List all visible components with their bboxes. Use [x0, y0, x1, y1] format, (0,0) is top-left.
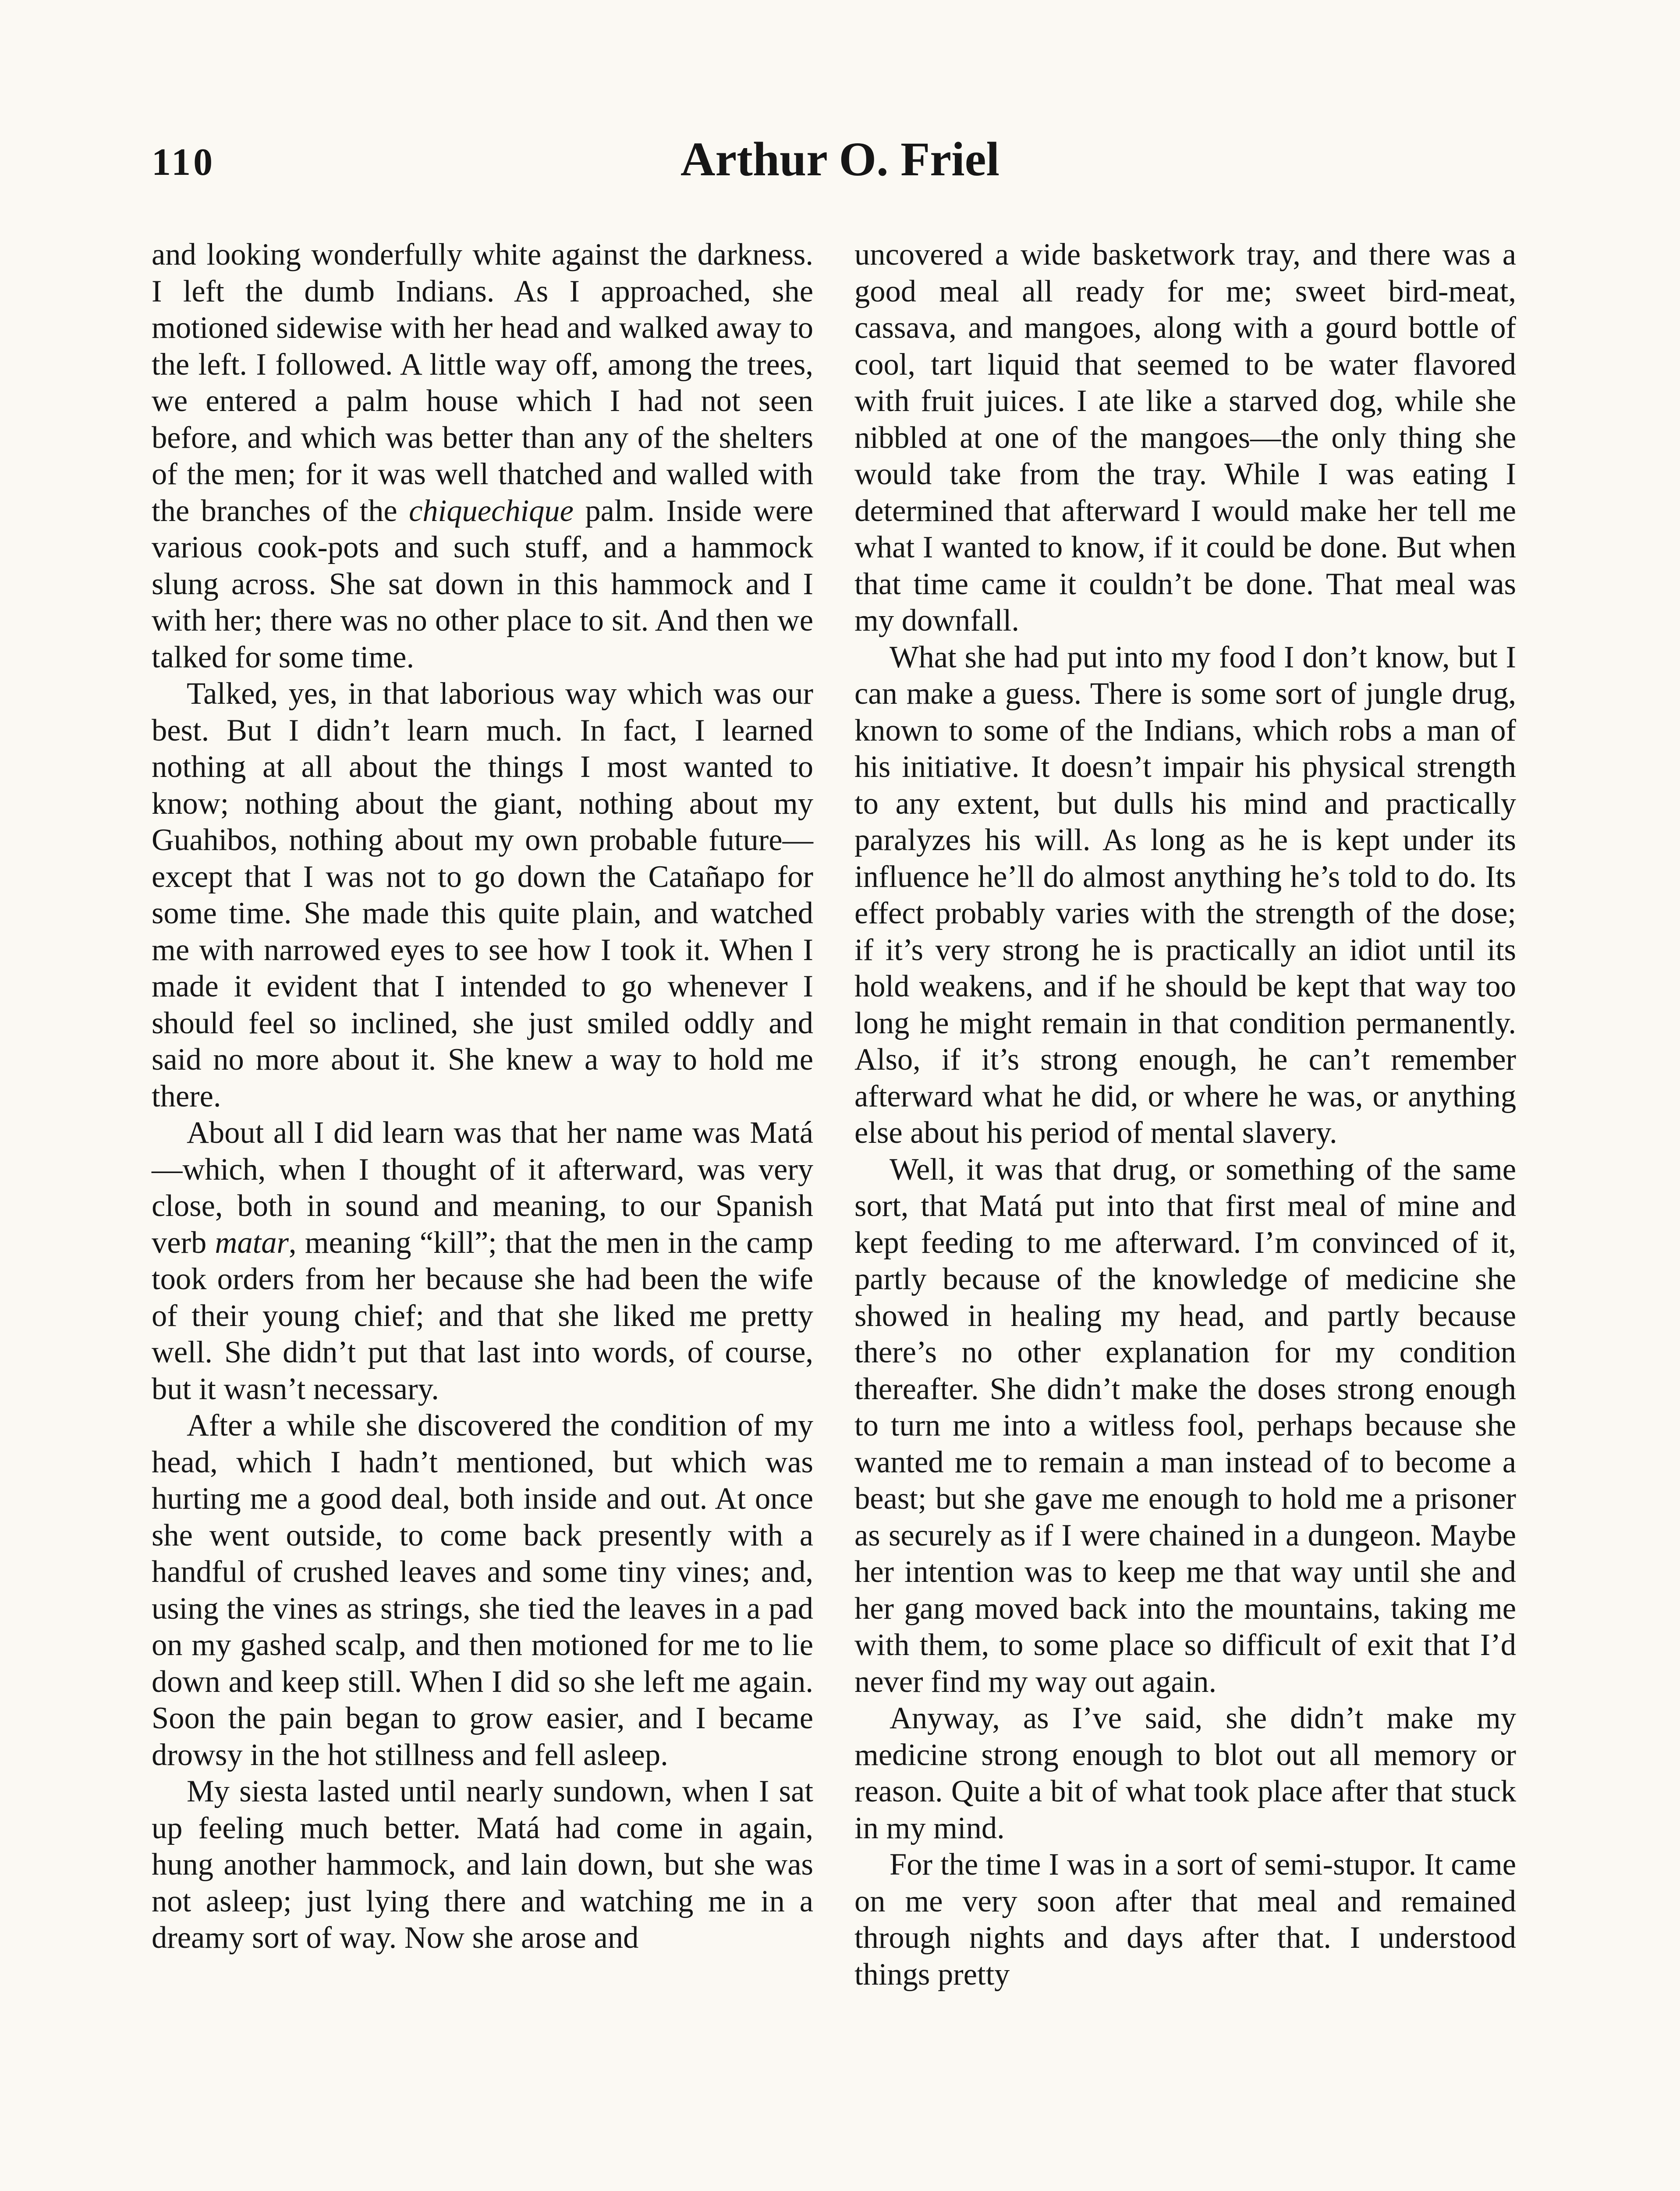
paragraph: For the time I was in a sort of semi-stupor. It came on me very soon after that meal and remained through nights and days after that. I understood things pretty: [854, 1847, 1516, 1992]
left-column: [152, 237, 813, 1957]
running-head-author: Arthur O. Friel: [680, 132, 1000, 186]
paragraph: Anyway, as I’ve said, she didn’t make my medicine strong enough to blot out all memory or reason. Quite a bit of what took place after that stuck in my mind.: [854, 1701, 1516, 1845]
paragraph: Well, it was that drug, or something of the same sort, that Matá put into that first meal of mine and kept feeding to me afterward. I’m convinced of it, partly because of the knowledge of medicine she showed in healing my head, and partly because there’s no other explanation for my condition thereafter. She didn’t make the doses strong enough to turn me into a witless fool, perhaps because she wanted me to remain a man instead of to become a beast; but she gave me enough to hold me a prisoner as securely as if I were chained in a dungeon. Maybe her intention was to keep me that way until she and her gang moved back into the mountains, taking me with them, to some place so difficult of exit that I’d never find my way out again.: [854, 1152, 1516, 1699]
paragraph: After a while she discovered the condition of my head, which I hadn’t mentioned, but which was hurting me a good deal, both inside and out. At once she went outside, to come back presently with a handful of crushed leaves and some tiny vines; and, using the vines as strings, she tied the leaves in a pad on my gashed scalp, and then motioned for me to lie down and keep still. When I did so she left me again. Soon the pain began to grow easier, and I became drowsy in the hot stillness and fell asleep.: [152, 1408, 813, 1772]
right-column: [854, 237, 1516, 1993]
italic-term: matar: [215, 1225, 289, 1260]
italic-term: chiquechique: [409, 493, 574, 528]
paragraph: uncovered a wide basketwork tray, and there was a good meal all ready for me; sweet bird-meat, cassava, and mangoes, along with a gourd bottle of cool, tart liquid that seemed to be water flavored with fruit juices. I ate like a starved dog, while she nibbled at one of the mangoes—the only thing she would take from the tray. While I was eating I determined that afterward I would make her tell me what I wanted to know, if it could be done. But when that time came it couldn’t be done. That meal was my downfall.: [854, 238, 1516, 638]
page-number: 110: [152, 141, 216, 184]
paragraph: and looking wonderfully white against the darkness. I left the dumb Indians. As I approached, she motioned sidewise with her head and walked away to the left. I followed. A little way off, among the trees, we entered a palm house which I had not seen before, and which was better than any of the shelters of the men; for it was well thatched and walled with the branches of the chiquechique palm. Inside were various cook-pots and such stuff, and a hammock slung across. She sat down in this hammock and I with her; there was no other place to sit. And then we talked for some time.: [152, 238, 813, 674]
paragraph: Talked, yes, in that laborious way which was our best. But I didn’t learn much. In fact, I learned nothing at all about the things I most wanted to know; nothing about the giant, nothing about my Guahibos, nothing about my own probable future—except that I was not to go down the Catañapo for some time. She made this quite plain, and watched me with narrowed eyes to see how I took it. When I made it evident that I intended to go whenever I should feel so inclined, she just smiled oddly and said no more about it. She knew a way to hold me there.: [152, 677, 813, 1113]
paragraph: My siesta lasted until nearly sundown, when I sat up feeling much better. Matá had come in again, hung another hammock, and lain down, but she was not asleep; just lying there and watching me in a dreamy sort of way. Now she arose and: [152, 1774, 813, 1955]
paragraph: What she had put into my food I don’t know, but I can make a guess. There is some sort of jungle drug, known to some of the Indians, which robs a man of his initiative. It doesn’t impair his physical strength to any extent, but dulls his mind and practically paralyzes his will. As long as he is kept under its influence he’ll do almost anything he’s told to do. Its effect probably varies with the strength of the dose; if it’s very strong he is practically an idiot until its hold weakens, and if he should be kept that way too long he might remain in that condition permanently. Also, if it’s strong enough, he can’t remember afterward what he did, or where he was, or anything else about his period of mental slavery.: [854, 640, 1516, 1150]
paragraph: About all I did learn was that her name was Matá—which, when I thought of it afterward, was very close, both in sound and meaning, to our Spanish verb matar, meaning “kill”; that the men in the camp took orders from her because she had been the wife of their young chief; and that she liked me pretty well. She didn’t put that last into words, of course, but it wasn’t necessary.: [152, 1116, 813, 1406]
